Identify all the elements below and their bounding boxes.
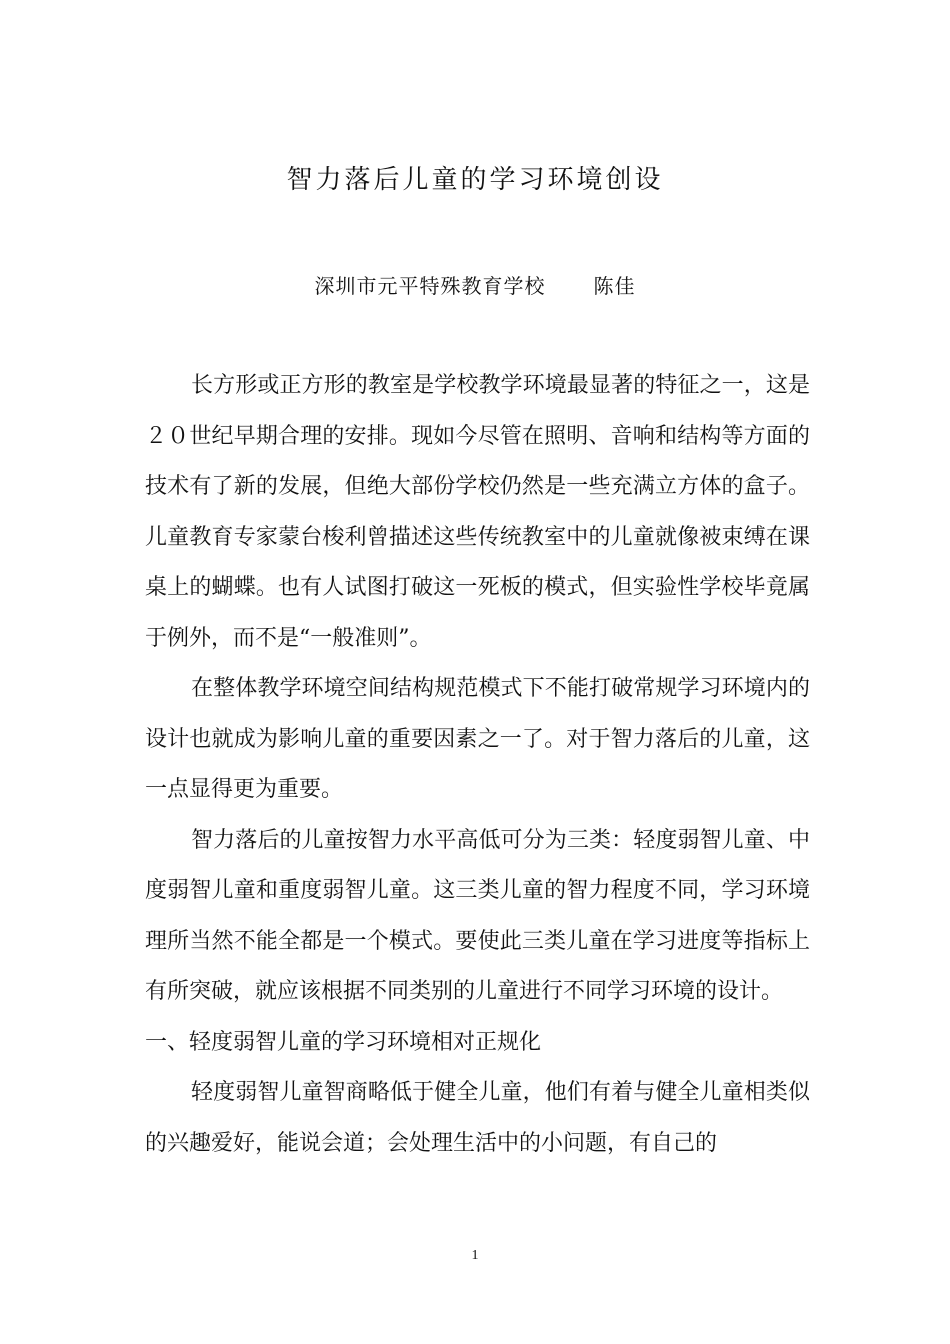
document-title: 智力落后儿童的学习环境创设: [286, 165, 664, 195]
page-number: 1: [471, 1248, 479, 1263]
byline-school: 深圳市元平特殊教育学校: [314, 274, 546, 298]
byline-author: 陈佳: [593, 274, 636, 298]
byline: [0, 270, 950, 302]
document-body: [145, 361, 810, 1169]
paragraph: 智力落后的儿童按智力水平高低可分为三类：轻度弱智儿童、中度弱智儿童和重度弱智儿童。这三类儿童的智力程度不同，学习环境理所当然不能全都是一个模式。要使此三类儿童在学习进度等指标上有所突破，就应该根据不同类别的儿童进行不同学习环境的设计。: [145, 827, 810, 1004]
paragraph: 长方形或正方形的教室是学校教学环境最显著的特征之一，这是２０世纪早期合理的安排。现如今尽管在照明、音响和结构等方面的技术有了新的发展，但绝大部份学校仍然是一些充满立方体的盒子。儿童教育专家蒙台梭利曾描述这些传统教室中的儿童就像被束缚在课桌上的蝴蝶。也有人试图打破这一死板的模式，但实验性学校毕竟属于例外，而不是“一般准则”。: [145, 373, 810, 651]
paragraph: 轻度弱智儿童智商略低于健全儿童，他们有着与健全儿童相类似的兴趣爱好，能说会道；会处理生活中的小问题，有自己的: [145, 1080, 810, 1156]
section-heading: 一、轻度弱智儿童的学习环境相对正规化: [145, 1029, 542, 1055]
paragraph: 在整体教学环境空间结构规范模式下不能打破常规学习环境内的设计也就成为影响儿童的重要因素之一了。对于智力落后的儿童，这一点显得更为重要。: [145, 676, 810, 802]
